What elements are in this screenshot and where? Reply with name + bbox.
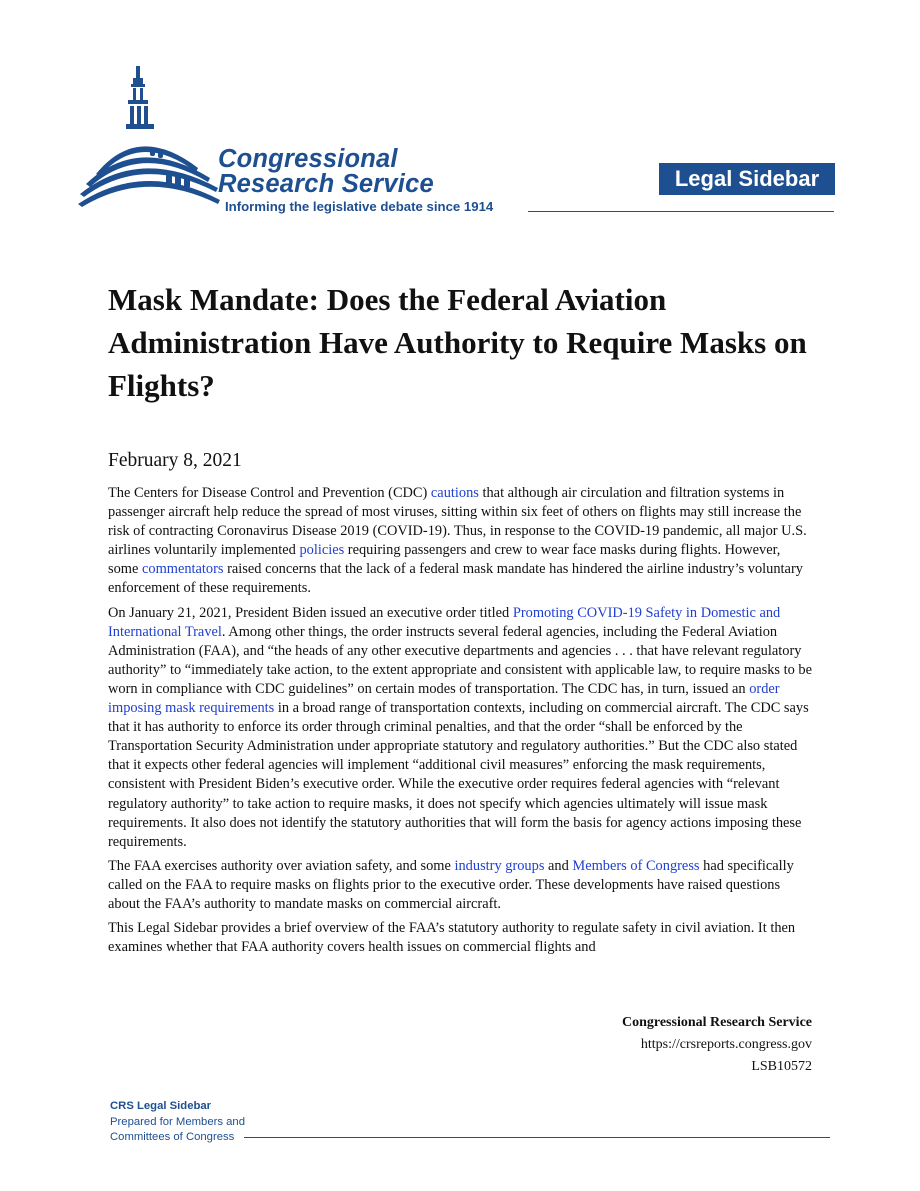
bottom-divider bbox=[244, 1137, 830, 1138]
body-paragraph bbox=[108, 604, 812, 852]
paragraph-text: . Among other things, the order instructs several federal agencies, including the Federal Aviation Administration (FAA), and “the heads of any other executive departments and agencies . . . that have relevant regulatory authority” to “immediately take action, to the extent appropriate and consistent with applicable law, to require masks to be worn in compliance with CDC guidelines” on certain modes of transportation. The CDC has, in turn, issued an bbox=[108, 623, 812, 697]
document-title: Mask Mandate: Does the Federal Aviation Administration Have Authority to Require Masks on Flights? bbox=[108, 282, 807, 403]
org-tagline: Informing the legislative debate since 1914 bbox=[225, 199, 494, 214]
paragraph-text: This Legal Sidebar provides a brief overview of the FAA’s statutory authority to regulate safety in civil aviation. It then examines whether that FAA authority covers health issues on commercial flights and bbox=[108, 920, 796, 956]
paragraph-text: had specifically called on the FAA to require masks on flights prior to the executive order. These developments have raised questions about the FAA’s authority to mandate masks on commercial aircraft. bbox=[108, 857, 794, 912]
body-paragraph bbox=[108, 919, 812, 957]
footer-report-id: LSB10572 bbox=[751, 1059, 812, 1074]
inline-link[interactable]: Promoting COVID-19 Safety in Domestic and International Travel bbox=[108, 604, 781, 640]
paragraph-text: On January 21, 2021, President Biden issued an executive order titled bbox=[108, 604, 513, 621]
capitol-dome-icon bbox=[78, 62, 220, 216]
footer-url[interactable]: https://crsreports.congress.gov bbox=[640, 1037, 812, 1052]
document-date: February 8, 2021 bbox=[108, 450, 242, 471]
body-paragraph bbox=[108, 857, 812, 914]
inline-link[interactable]: policies bbox=[299, 542, 345, 559]
footer-block bbox=[480, 1012, 812, 1078]
inline-link[interactable]: cautions bbox=[430, 485, 479, 501]
bottom-label-title: CRS Legal Sidebar bbox=[110, 1100, 212, 1112]
body-paragraph bbox=[108, 484, 812, 599]
inline-link[interactable]: commentators bbox=[141, 561, 224, 578]
tagline-divider bbox=[528, 211, 834, 212]
paragraph-text: The FAA exercises authority over aviation safety, and some bbox=[108, 857, 455, 874]
bottom-label-line2: Prepared for Members and bbox=[110, 1115, 245, 1128]
document-body bbox=[108, 484, 812, 962]
org-name-line2: Research Service bbox=[218, 170, 434, 198]
legal-sidebar-badge: Legal Sidebar bbox=[659, 163, 835, 195]
org-name-line1: Congressional bbox=[218, 145, 398, 173]
paragraph-text: in a broad range of transportation contexts, including on commercial aircraft. The CDC says that it has authority to enforce its order through criminal penalties, and that the order “shall be enforced by the Transportation Security Administration under appropriate statutory and regulatory authorities.” But the CDC also stated that it expects other federal agencies will implement “additional civil measures” enforcing the mask requirements, consistent with President Biden’s executive order. While the executive order requires federal agencies with “relevant regulatory authority” to take action to require masks, it does not specify which agencies ultimately will issue mask requirements. It also does not identify the statutory authorities that will form the basis for agency actions imposing these requirements. bbox=[108, 700, 809, 850]
bottom-label-line3: Committees of Congress bbox=[110, 1131, 235, 1143]
paragraph-text: that although air circulation and filtration systems in passenger aircraft help reduce the spread of most viruses, sitting within six feet of others on flights may still increase the risk of contracting Coronavirus Disease 2019 (COVID-19). Thus, in response to the COVID-19 pandemic, all major U.S. airlines voluntarily implemented bbox=[108, 485, 807, 559]
paragraph-text: The Centers for Disease Control and Prevention (CDC) bbox=[108, 485, 431, 501]
paragraph-text: and bbox=[544, 857, 573, 874]
inline-link[interactable]: industry groups bbox=[454, 857, 545, 874]
footer-org-name: Congressional Research Service bbox=[621, 1015, 812, 1030]
paragraph-text: raised concerns that the lack of a federal mask mandate has hindered the airline industry’s voluntary enforcement of these requirements. bbox=[108, 561, 803, 597]
inline-link[interactable]: Members of Congress bbox=[572, 857, 700, 874]
bottom-label bbox=[110, 1099, 245, 1146]
paragraph-text: requiring passengers and crew to wear face masks during flights. However, some bbox=[108, 542, 781, 578]
inline-link[interactable]: order imposing mask requirements bbox=[108, 680, 780, 717]
